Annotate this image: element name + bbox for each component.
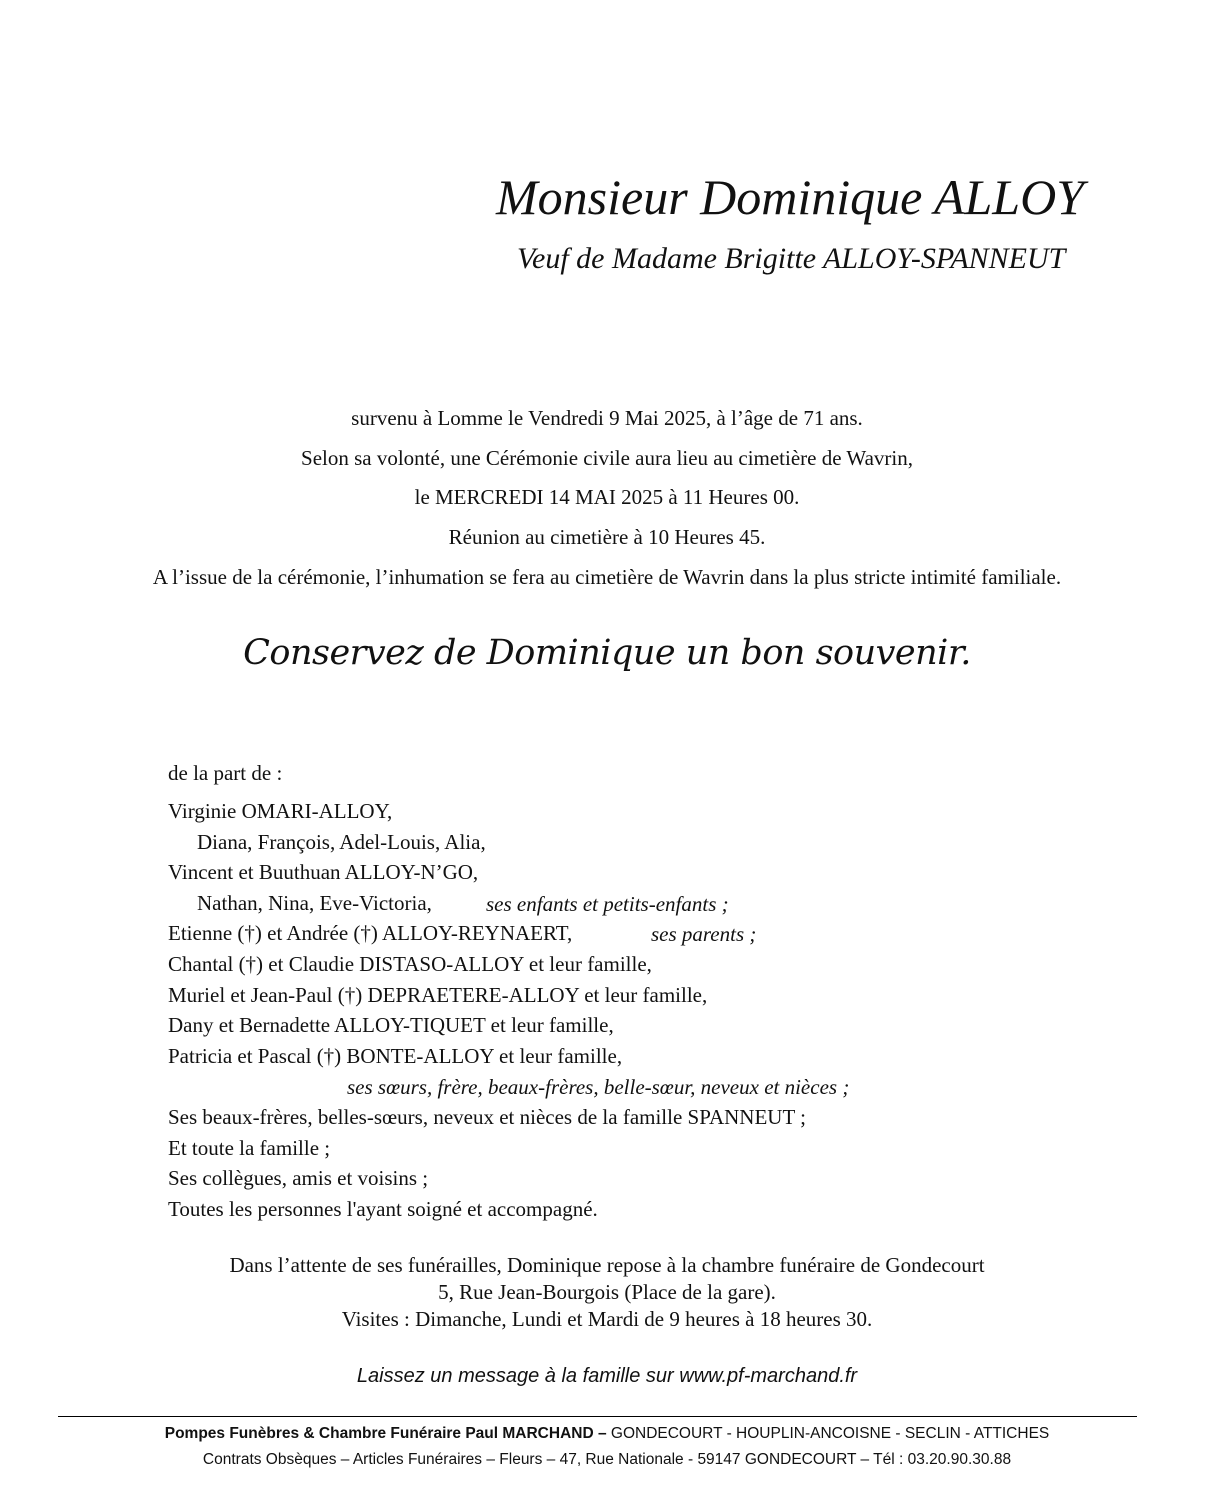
family-role: ses enfants et petits-enfants ; — [486, 892, 729, 916]
family-line: Muriel et Jean-Paul (†) DEPRAETERE-ALLOY et leur famille, — [168, 983, 708, 1007]
family-line: Ses beaux-frères, belles-sœurs, neveux et nièces de la famille SPANNEUT ; — [168, 1105, 806, 1129]
family-line: Patricia et Pascal (†) BONTE-ALLOY et leur famille, — [168, 1044, 623, 1068]
family-line: Nathan, Nina, Eve-Victoria, — [197, 891, 432, 915]
family-line: Etienne (†) et Andrée (†) ALLOY-REYNAERT, — [168, 921, 573, 945]
family-line: Dany et Bernadette ALLOY-TIQUET et leur famille, — [168, 1013, 614, 1037]
footer-locations: GONDECOURT - HOUPLIN-ANCOISNE - SECLIN - ATTICHES — [606, 1425, 1050, 1442]
family-intro: de la part de : — [168, 761, 283, 785]
family-line: Chantal (†) et Claudie DISTASO-ALLOY et leur famille, — [168, 952, 652, 976]
visitation-line-hours: Visites : Dimanche, Lundi et Mardi de 9 heures à 18 heures 30. — [341, 1307, 873, 1331]
announcement-line-ceremony: Selon sa volonté, une Cérémonie civile aura lieu au cimetière de Wavrin, — [301, 446, 913, 470]
family-line: Diana, François, Adel-Louis, Alia, — [197, 830, 486, 854]
visitation-line-rest: Dans l’attente de ses funérailles, Dominique repose à la chambre funéraire de Gondecourt — [229, 1253, 985, 1277]
family-role: ses sœurs, frère, beaux-frères, belle-sœur, neveux et nièces ; — [347, 1075, 850, 1099]
family-line: Virginie OMARI-ALLOY, — [168, 799, 393, 823]
announcement-line-death: survenu à Lomme le Vendredi 9 Mai 2025, à l’âge de 71 ans. — [351, 406, 863, 430]
visitation-line-address: 5, Rue Jean-Bourgois (Place de la gare). — [438, 1280, 776, 1304]
widow-of-line: Veuf de Madame Brigitte ALLOY-SPANNEUT — [517, 242, 1066, 275]
footer-company-name: Pompes Funèbres & Chambre Funéraire Paul MARCHAND – — [164, 1425, 607, 1442]
announcement-line-gathering: Réunion au cimetière à 10 Heures 45. — [448, 525, 766, 549]
announcement-line-date: le MERCREDI 14 MAI 2025 à 11 Heures 00. — [414, 485, 800, 509]
family-line: Ses collègues, amis et voisins ; — [168, 1166, 429, 1190]
deceased-name: Monsieur Dominique ALLOY — [496, 169, 1085, 225]
family-line: Vincent et Buuthuan ALLOY-N’GO, — [168, 860, 479, 884]
footer-services-line: Contrats Obsèques – Articles Funéraires – Fleurs – 47, Rue Nationale - 59147 GONDECOURT – Tél : 03.20.90.30.88 — [202, 1451, 1012, 1468]
souvenir-line: Conservez de Dominique un bon souvenir. — [243, 633, 971, 673]
family-role: ses parents ; — [651, 922, 757, 946]
announcement-line-burial: A l’issue de la cérémonie, l’inhumation se fera au cimetière de Wavrin dans la plus stricte intimité familiale. — [152, 565, 1062, 589]
message-line: Laissez un message à la famille sur www.pf-marchand.fr — [356, 1365, 858, 1387]
footer-divider — [58, 1416, 1137, 1417]
family-line: Et toute la famille ; — [168, 1136, 331, 1160]
family-line: Toutes les personnes l'ayant soigné et accompagné. — [168, 1197, 598, 1221]
footer-company-line — [0, 1426, 1214, 1442]
